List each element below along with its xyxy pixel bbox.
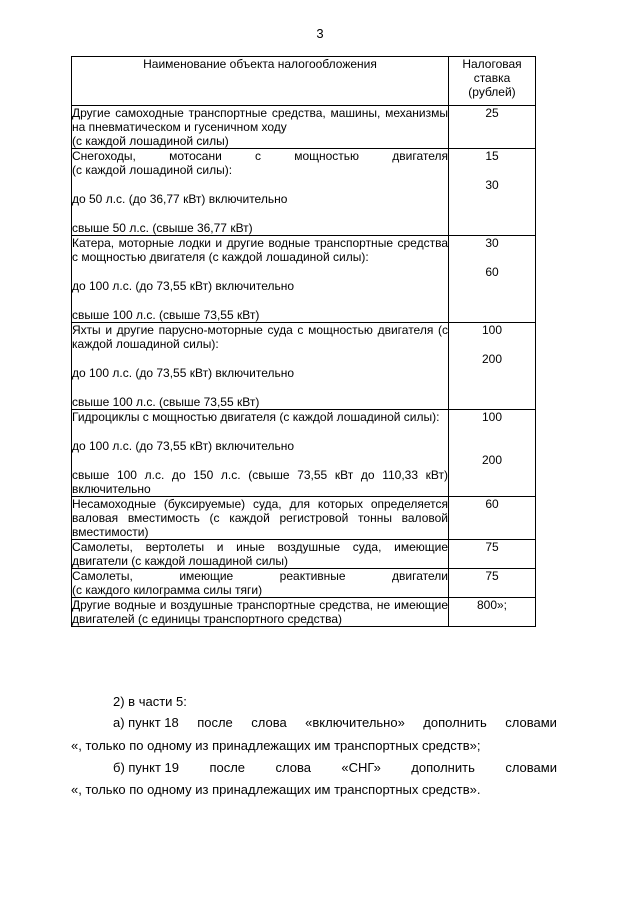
table-row xyxy=(72,569,536,598)
sub-item-text: свыше 100 л.с. (свыше 73,55 кВт) xyxy=(72,308,260,322)
rate-value: 75 xyxy=(485,540,499,554)
object-text: Другие водные и воздушные транспортные средства, не имеющие двигателей (с единицы транспортного средства) xyxy=(72,598,448,626)
object-text: Снегоходы, мотосани с мощностью двигателя xyxy=(72,149,448,163)
table-row xyxy=(72,410,536,497)
object-text: (с каждого килограмма силы тяги) xyxy=(72,583,263,597)
word: дополнить xyxy=(411,760,475,775)
object-name-header: Наименование объекта налогообложения xyxy=(72,57,449,106)
word: слова xyxy=(275,760,311,775)
rate-value: 30 xyxy=(485,236,499,250)
rate-cell xyxy=(449,598,536,627)
table-row xyxy=(72,540,536,569)
word: словами xyxy=(505,715,557,730)
rate-cell xyxy=(449,569,536,598)
item-b-line2: «, только по одному из принадлежащих им транспортных средств». xyxy=(71,782,481,797)
rate-cell xyxy=(449,106,536,149)
rate-cell xyxy=(449,410,536,497)
table-row xyxy=(72,106,536,149)
rate-cell xyxy=(449,149,536,236)
sub-item-text: до 100 л.с. (до 73,55 кВт) включительно xyxy=(72,279,295,293)
rate-value: 100 xyxy=(481,323,503,337)
rate-value: 200 xyxy=(481,453,503,467)
object-cell xyxy=(72,106,449,149)
rate-value: 60 xyxy=(485,265,499,279)
tax-rate-table xyxy=(71,56,536,627)
object-text: (с каждой лошадиной силы): xyxy=(72,163,233,177)
object-cell xyxy=(72,569,449,598)
tax-rate-header xyxy=(449,57,536,106)
object-text: Яхты и другие парусно-моторные суда с мощностью двигателя (с каждой лошадиной силы): xyxy=(72,323,448,351)
sub-item-text: до 50 л.с. (до 36,77 кВт) включительно xyxy=(72,192,288,206)
object-text: Самолеты, вертолеты и иные воздушные суда, имеющие двигатели (с каждой лошадиной силы) xyxy=(72,540,448,568)
part5-paragraph: 2) в части 5: xyxy=(113,694,187,709)
object-cell xyxy=(72,497,449,540)
rate-value: 800»; xyxy=(476,598,508,612)
rate-value: 200 xyxy=(481,352,503,366)
object-cell xyxy=(72,598,449,627)
item-a-line2: «, только по одному из принадлежащих им транспортных средств»; xyxy=(71,738,481,753)
object-cell xyxy=(72,323,449,410)
rate-cell xyxy=(449,497,536,540)
item-a-line1 xyxy=(113,711,557,734)
rate-value: 100 xyxy=(481,410,503,424)
object-cell xyxy=(72,540,449,569)
page-number: 3 xyxy=(316,26,324,41)
object-text: Самолеты, имеющие реактивные двигатели xyxy=(72,569,448,583)
object-text: Другие самоходные транспортные средства, машины, механизмы на пневматическом и гусеничном ходу xyxy=(72,106,448,134)
table-row xyxy=(72,497,536,540)
table-header-row xyxy=(72,57,536,106)
word: слова xyxy=(251,715,287,730)
rate-cell xyxy=(449,236,536,323)
rate-cell xyxy=(449,540,536,569)
table-row xyxy=(72,323,536,410)
sub-item-text: до 100 л.с. (до 73,55 кВт) включительно xyxy=(72,439,295,453)
word: «СНГ» xyxy=(341,760,381,775)
object-text: Катера, моторные лодки и другие водные транспортные средства с мощностью двигателя (с каждой лошадиной силы): xyxy=(72,236,448,264)
sub-item-text: свыше 100 л.с. (свыше 73,55 кВт) xyxy=(72,395,260,409)
object-cell xyxy=(72,149,449,236)
object-text: Гидроциклы с мощностью двигателя (с каждой лошадиной силы): xyxy=(72,410,440,424)
tax-rate-header-line3: (рублей) xyxy=(468,85,516,99)
sub-item-text: до 100 л.с. (до 73,55 кВт) включительно xyxy=(72,366,295,380)
word: дополнить xyxy=(423,715,487,730)
rate-value: 25 xyxy=(485,106,499,120)
rate-cell xyxy=(449,323,536,410)
table-row xyxy=(72,149,536,236)
object-cell xyxy=(72,410,449,497)
sub-item-text: свыше 100 л.с. до 150 л.с. (свыше 73,55 кВт до 110,33 кВт) включительно xyxy=(72,468,448,496)
tax-rate-header-line2: ставка xyxy=(473,71,511,85)
object-cell xyxy=(72,236,449,323)
tax-rate-header-line1: Налоговая xyxy=(462,57,522,71)
object-text: Несамоходные (буксируемые) суда, для которых определяется валовая вместимость (с каждой регистровой тонны валовой вместимости) xyxy=(72,497,448,539)
word: словами xyxy=(505,760,557,775)
word: после xyxy=(209,760,246,775)
word: после xyxy=(197,715,233,730)
word: а) пункт 18 xyxy=(113,715,179,730)
rate-value: 30 xyxy=(485,178,499,192)
sub-item-text: свыше 50 л.с. (свыше 36,77 кВт) xyxy=(72,221,253,235)
object-text: (с каждой лошадиной силы) xyxy=(72,134,229,148)
word: б) пункт 19 xyxy=(113,760,179,775)
item-b-line1 xyxy=(113,756,557,779)
word: «включительно» xyxy=(305,715,405,730)
table-row xyxy=(72,236,536,323)
rate-value: 15 xyxy=(485,149,499,163)
rate-value: 75 xyxy=(485,569,499,583)
table-row xyxy=(72,598,536,627)
rate-value: 60 xyxy=(485,497,499,511)
